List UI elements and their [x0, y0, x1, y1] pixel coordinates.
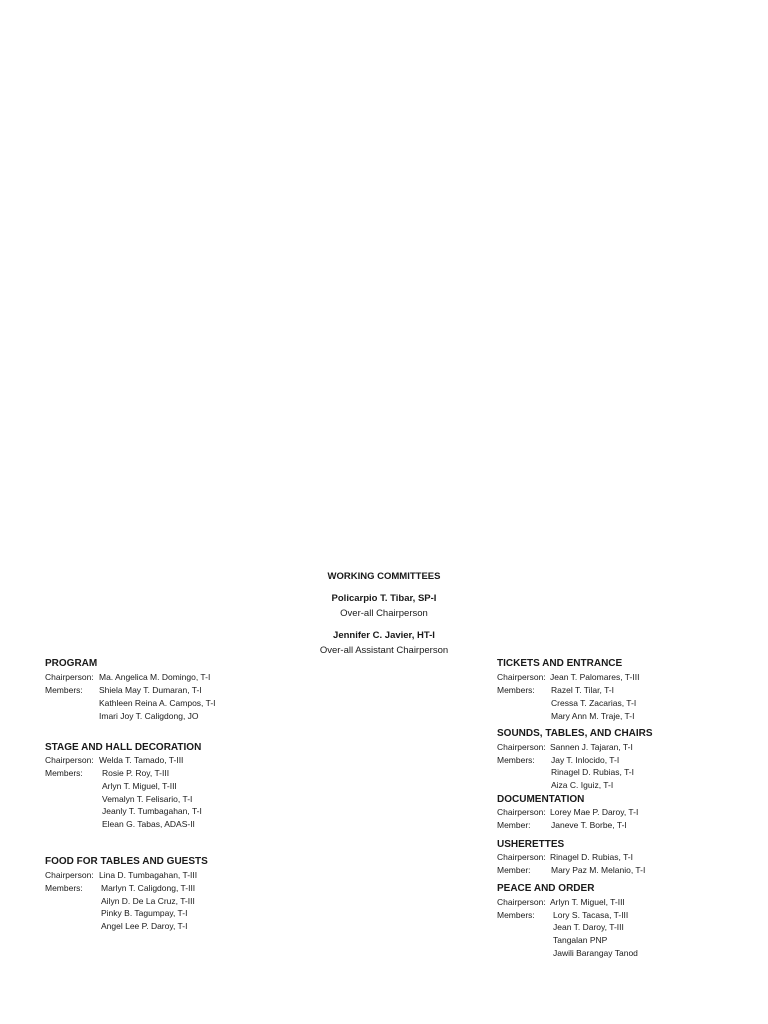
- chairperson-name: Welda T. Tamado, T-III: [99, 755, 184, 765]
- member-name: Jay T. Inlocido, T-I: [551, 755, 620, 765]
- chairperson-row: [497, 672, 639, 683]
- member-name: Elean G. Tabas, ADAS-II: [102, 819, 195, 829]
- members-label: Members:: [497, 910, 535, 920]
- member-name: Marlyn T. Caligdong, T-III: [101, 883, 196, 893]
- chairperson-row: [497, 897, 625, 908]
- chairperson-label: Chairperson:: [497, 807, 546, 817]
- overall-chair-role: Over-all Chairperson: [340, 608, 428, 619]
- committee-title: SOUNDS, TABLES, AND CHAIRS: [497, 728, 653, 739]
- members-label: Members:: [497, 685, 535, 695]
- member-name: Pinky B. Tagumpay, T-I: [101, 908, 188, 918]
- members-label: Members:: [45, 685, 83, 695]
- chairperson-row: [45, 870, 197, 881]
- chairperson-row: [497, 807, 638, 818]
- committee-title: PROGRAM: [45, 658, 98, 669]
- chairperson-row: [497, 852, 633, 863]
- committee-title: USHERETTES: [497, 839, 565, 850]
- chairperson-label: Chairperson:: [45, 870, 94, 880]
- member-name: Lory S. Tacasa, T-III: [553, 910, 629, 920]
- chairperson-name: Jean T. Palomares, T-III: [550, 672, 640, 682]
- chairperson-label: Chairperson:: [497, 742, 546, 752]
- committee-title: FOOD FOR TABLES AND GUESTS: [45, 856, 208, 867]
- member-name: Rosie P. Roy, T-III: [102, 768, 170, 778]
- chairperson-row: [497, 742, 633, 753]
- member-name: Aiza C. Iguiz, T-I: [551, 780, 614, 790]
- member-name: Mary Ann M. Traje, T-I: [551, 711, 635, 721]
- committee-title: DOCUMENTATION: [497, 794, 585, 805]
- member-name: Rinagel D. Rubias, T-I: [551, 767, 634, 777]
- member-name: Imari Joy T. Caligdong, JO: [99, 711, 199, 721]
- member-label: Member:: [497, 865, 531, 875]
- document-title: WORKING COMMITTEES: [327, 571, 441, 582]
- chairperson-label: Chairperson:: [497, 672, 546, 682]
- member-name: Kathleen Reina A. Campos, T-I: [99, 698, 216, 708]
- member-name: Mary Paz M. Melanio, T-I: [551, 865, 646, 875]
- committee-title: STAGE AND HALL DECORATION: [45, 742, 202, 753]
- committee-title: TICKETS AND ENTRANCE: [497, 658, 623, 669]
- chairperson-name: Sannen J. Tajaran, T-I: [550, 742, 633, 752]
- chairperson-label: Chairperson:: [497, 852, 546, 862]
- member-name: Janeve T. Borbe, T-I: [551, 820, 627, 830]
- member-name: Jeanly T. Tumbagahan, T-I: [102, 806, 202, 816]
- chairperson-label: Chairperson:: [45, 755, 94, 765]
- chairperson-name: Lorey Mae P. Daroy, T-I: [550, 807, 639, 817]
- chairperson-label: Chairperson:: [45, 672, 94, 682]
- committee-title: PEACE AND ORDER: [497, 883, 595, 894]
- chairperson-label: Chairperson:: [497, 897, 546, 907]
- chairperson-row: [45, 755, 183, 766]
- chairperson-name: Lina D. Tumbagahan, T-III: [99, 870, 198, 880]
- member-name: Angel Lee P. Daroy, T-I: [101, 921, 188, 931]
- chairperson-name: Arlyn T. Miguel, T-III: [550, 897, 625, 907]
- member-name: Arlyn T. Miguel, T-III: [102, 781, 177, 791]
- member-name: Jawili Barangay Tanod: [553, 948, 638, 958]
- member-name: Tangalan PNP: [553, 935, 608, 945]
- members-label: Members:: [45, 768, 83, 778]
- chairperson-row: [45, 672, 210, 683]
- members-label: Members:: [45, 883, 83, 893]
- member-name: Ailyn D. De La Cruz, T-III: [101, 896, 195, 906]
- overall-asst-chair-name: Jennifer C. Javier, HT-I: [333, 630, 435, 641]
- member-name: Jean T. Daroy, T-III: [553, 922, 624, 932]
- overall-chair-name: Policarpio T. Tibar, SP-I: [331, 593, 437, 604]
- member-name: Cressa T. Zacarias, T-I: [551, 698, 637, 708]
- member-name: Razel T. Tilar, T-I: [551, 685, 614, 695]
- members-label: Members:: [497, 755, 535, 765]
- member-name: Shiela May T. Dumaran, T-I: [99, 685, 202, 695]
- chairperson-name: Rinagel D. Rubias, T-I: [550, 852, 633, 862]
- chairperson-name: Ma. Angelica M. Domingo, T-I: [99, 672, 211, 682]
- overall-asst-chair-role: Over-all Assistant Chairperson: [319, 645, 449, 656]
- member-label: Member:: [497, 820, 531, 830]
- member-name: Vemalyn T. Felisario, T-I: [102, 794, 193, 804]
